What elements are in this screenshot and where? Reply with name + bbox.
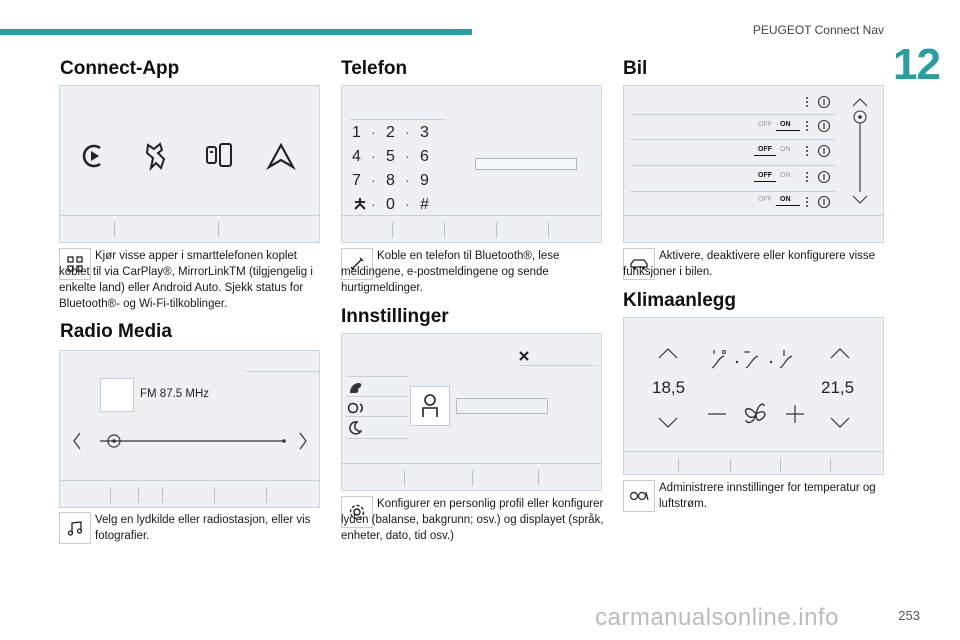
temp-left-value: 18,5 (652, 378, 686, 397)
page-number: 253 (898, 608, 920, 623)
info-icon[interactable] (804, 119, 834, 133)
key-4[interactable]: 4 (352, 148, 361, 165)
radio-media-title: Radio Media (60, 321, 172, 342)
temp-left-down-icon[interactable] (656, 416, 680, 430)
key-hash[interactable]: # (420, 196, 429, 213)
android-auto-icon (266, 142, 296, 170)
peugeot-lion-icon (142, 141, 170, 171)
phone-number-field[interactable] (475, 158, 577, 170)
scrollbar[interactable] (848, 96, 872, 206)
connect-app-screen (59, 85, 320, 243)
music-note-icon (59, 512, 91, 544)
audio-settings-icon[interactable] (346, 400, 366, 416)
connect-app-title: Connect-App (60, 58, 180, 79)
key-5[interactable]: 5 (386, 148, 395, 165)
night-mode-icon[interactable] (348, 421, 362, 435)
station-artwork (100, 378, 134, 412)
toggle-on-label[interactable]: ON (780, 121, 791, 128)
key-2[interactable]: 2 (386, 124, 395, 141)
bil-description: Aktivere, deaktivere eller konfigurere visse funksjoner i bilen. (623, 250, 876, 278)
toggle-off-label[interactable]: OFF (758, 172, 772, 179)
key-1[interactable]: 1 (352, 124, 361, 141)
radio-media-description: Velg en lydkilde eller radiostasjon, eller vis fotografier. (95, 514, 311, 542)
toggle-on-label[interactable]: ON (780, 172, 791, 179)
info-icon[interactable] (804, 195, 834, 209)
innstillinger-screen (341, 333, 602, 491)
telefon-title: Telefon (341, 58, 408, 79)
toggle-off-label[interactable]: OFF (758, 196, 772, 203)
connect-app-description: Kjør visse apper i smarttelefonen koplet koblet til via CarPlay®, MirrorLinkTM (tilgjengelig i enkelte land) eller Android Auto. Sjekk status for Bluetooth®- og Wi-Fi-tilkoblinger. (59, 250, 313, 310)
info-icon[interactable] (804, 144, 834, 158)
carplay-icon (80, 142, 108, 170)
toggle-off-label[interactable]: OFF (758, 146, 772, 153)
bluetooth-key-icon[interactable] (352, 196, 368, 212)
klimaanlegg-screen (623, 317, 884, 475)
bil-title: Bil (623, 58, 648, 79)
profile-person-icon (411, 387, 449, 425)
temp-right-value: 21,5 (821, 378, 855, 397)
key-8[interactable]: 8 (386, 172, 395, 189)
temp-left-up-icon[interactable] (656, 346, 680, 360)
toggle-off-label[interactable]: OFF (758, 121, 772, 128)
header-accent-bar (0, 29, 472, 35)
toggle-on-label[interactable]: ON (780, 146, 791, 153)
fan-speed-control[interactable] (708, 400, 804, 430)
frequency-slider[interactable] (70, 429, 310, 453)
fan-icon (746, 404, 765, 422)
key-9[interactable]: 9 (420, 172, 429, 189)
chapter-number: 12 (893, 40, 940, 89)
temp-right-up-icon[interactable] (828, 346, 852, 360)
key-3[interactable]: 3 (420, 124, 429, 141)
key-7[interactable]: 7 (352, 172, 361, 189)
key-6[interactable]: 6 (420, 148, 429, 165)
info-icon[interactable] (804, 95, 834, 109)
radio-station-label: FM 87.5 MHz (140, 388, 210, 400)
info-icon[interactable] (804, 170, 834, 184)
watermark: carmanualsonline.info (595, 604, 839, 631)
innstillinger-description: Konfigurer en personlig profil eller konfigurer lyden (balanse, bakgrunn; osv.) og displayet (språk, enheter, dato, tid osv.) (341, 498, 604, 542)
airflow-direction-icon[interactable] (708, 348, 804, 372)
radio-media-screen (59, 350, 320, 508)
key-0[interactable]: 0 (386, 196, 395, 213)
theme-palette-icon[interactable] (348, 381, 364, 395)
close-icon[interactable] (518, 350, 530, 362)
climate-fan-icon (623, 480, 655, 512)
telefon-screen: 1 · 2 · 3 4 · 5 · 6 7 · 8 · 9 · 0 · # (341, 85, 602, 243)
telefon-description: Koble en telefon til Bluetooth®, lese meldingene, e-postmeldingene og sende hurtigmeldinger. (341, 250, 560, 294)
mirrorlink-icon (204, 142, 234, 170)
toggle-on-label[interactable]: ON (780, 196, 791, 203)
innstillinger-title: Innstillinger (341, 306, 449, 327)
klimaanlegg-title: Klimaanlegg (623, 290, 736, 311)
temp-right-down-icon[interactable] (828, 416, 852, 430)
klimaanlegg-description: Administrere innstillinger for temperatur og luftstrøm. (659, 482, 876, 510)
profile-avatar[interactable] (410, 386, 450, 426)
profile-name-field[interactable] (456, 398, 548, 414)
header-product: PEUGEOT Connect Nav (752, 23, 884, 37)
bil-screen (623, 85, 884, 243)
